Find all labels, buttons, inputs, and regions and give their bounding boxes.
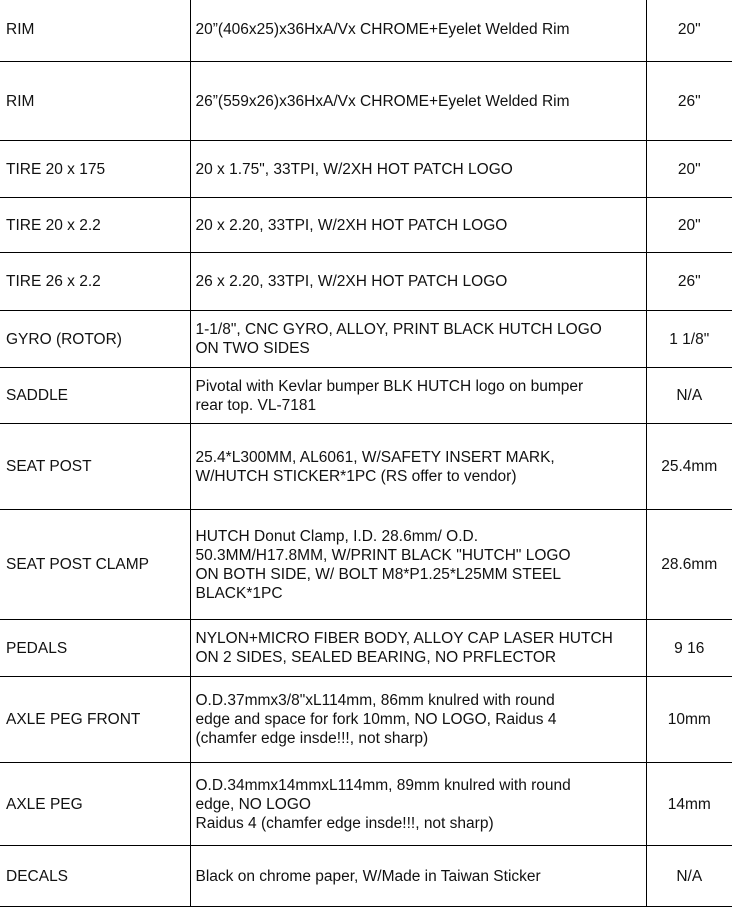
part-name-cell: SADDLE [0,368,190,424]
specification-line: edge and space for fork 10mm, NO LOGO, Raidus 4 [195,711,557,728]
specification-line: Black on chrome paper, W/Made in Taiwan Sticker [195,867,541,885]
size-cell: 26" [646,62,732,141]
table-row [0,620,732,677]
specification-line: 25.4*L300MM, AL6061, W/SAFETY INSERT MARK, [195,448,555,466]
specification-line: 50.3MM/H17.8MM, W/PRINT BLACK "HUTCH" LOGO [195,546,571,564]
part-name-cell: TIRE 20 x 175 [0,141,190,198]
specification-line: rear top. VL-7181 [195,396,317,414]
specification-line: O.D.37mmx3/8"xL114mm, 86mm knulred with round [195,692,555,709]
specification-line: ON TWO SIDES [195,340,310,357]
size-cell: 14mm [646,763,732,846]
table-row [0,253,732,311]
table-row [0,0,732,62]
specification-line: HUTCH Donut Clamp, I.D. 28.6mm/ O.D. [195,527,479,545]
size-cell: 20" [646,141,732,198]
part-name-cell: RIM [0,62,190,141]
specification-cell [190,141,646,198]
specification-cell [190,368,646,424]
specification-line: 20 x 2.20, 33TPI, W/2XH HOT PATCH LOGO [195,216,508,234]
table-row [0,763,732,846]
table-row [0,424,732,510]
specification-line: 26”(559x26)x36HxA/Vx CHROME+Eyelet Welded Rim [195,92,570,110]
specification-cell [190,510,646,620]
part-name-cell: SEAT POST CLAMP [0,510,190,620]
specification-cell [190,620,646,677]
part-name-cell: PEDALS [0,620,190,677]
size-cell: 1 1/8" [646,311,732,368]
table-row [0,141,732,198]
specification-line: ON 2 SIDES, SEALED BEARING, NO PRFLECTOR [195,649,557,666]
table-row [0,846,732,907]
specification-line: NYLON+MICRO FIBER BODY, ALLOY CAP LASER HUTCH [195,630,613,647]
part-name-cell: AXLE PEG FRONT [0,677,190,763]
specification-line: edge, NO LOGO [195,795,311,813]
size-cell: 20" [646,198,732,253]
specification-cell [190,763,646,846]
table-row [0,198,732,253]
specification-line: W/HUTCH STICKER*1PC (RS offer to vendor) [195,467,517,485]
specification-line: O.D.34mmx14mmxL114mm, 89mm knulred with round [195,776,571,794]
specification-cell [190,198,646,253]
specification-line: 1-1/8", CNC GYRO, ALLOY, PRINT BLACK HUTCH LOGO [195,321,602,338]
specification-cell [190,62,646,141]
specification-line: 20”(406x25)x36HxA/Vx CHROME+Eyelet Welded Rim [195,21,570,38]
part-name-cell: AXLE PEG [0,763,190,846]
specification-cell [190,424,646,510]
specification-line: ON BOTH SIDE, W/ BOLT M8*P1.25*L25MM STEEL [195,565,562,583]
specification-cell [190,846,646,907]
part-name-cell: GYRO (ROTOR) [0,311,190,368]
size-cell: 9 16 [646,620,732,677]
size-cell: N/A [646,846,732,907]
specification-cell [190,311,646,368]
table-row [0,368,732,424]
specification-cell [190,253,646,311]
size-cell: N/A [646,368,732,424]
part-name-cell: TIRE 20 x 2.2 [0,198,190,253]
specification-line: Raidus 4 (chamfer edge insde!!!, not sharp) [195,814,494,832]
specification-line: BLACK*1PC [195,584,283,602]
part-name-cell: SEAT POST [0,424,190,510]
size-cell: 10mm [646,677,732,763]
table-row [0,311,732,368]
specification-cell [190,677,646,763]
size-cell: 28.6mm [646,510,732,620]
specification-line: 26 x 2.20, 33TPI, W/2XH HOT PATCH LOGO [195,273,508,290]
part-name-cell: DECALS [0,846,190,907]
table-row [0,510,732,620]
size-cell: 20" [646,0,732,62]
part-name-cell: RIM [0,0,190,62]
specification-line: (chamfer edge insde!!!, not sharp) [195,730,429,747]
table-row [0,677,732,763]
size-cell: 25.4mm [646,424,732,510]
specification-line: Pivotal with Kevlar bumper BLK HUTCH logo on bumper [195,377,584,395]
specification-line: 20 x 1.75", 33TPI, W/2XH HOT PATCH LOGO [195,160,513,178]
part-name-cell: TIRE 26 x 2.2 [0,253,190,311]
table-row [0,62,732,141]
size-cell: 26" [646,253,732,311]
specification-cell [190,0,646,62]
